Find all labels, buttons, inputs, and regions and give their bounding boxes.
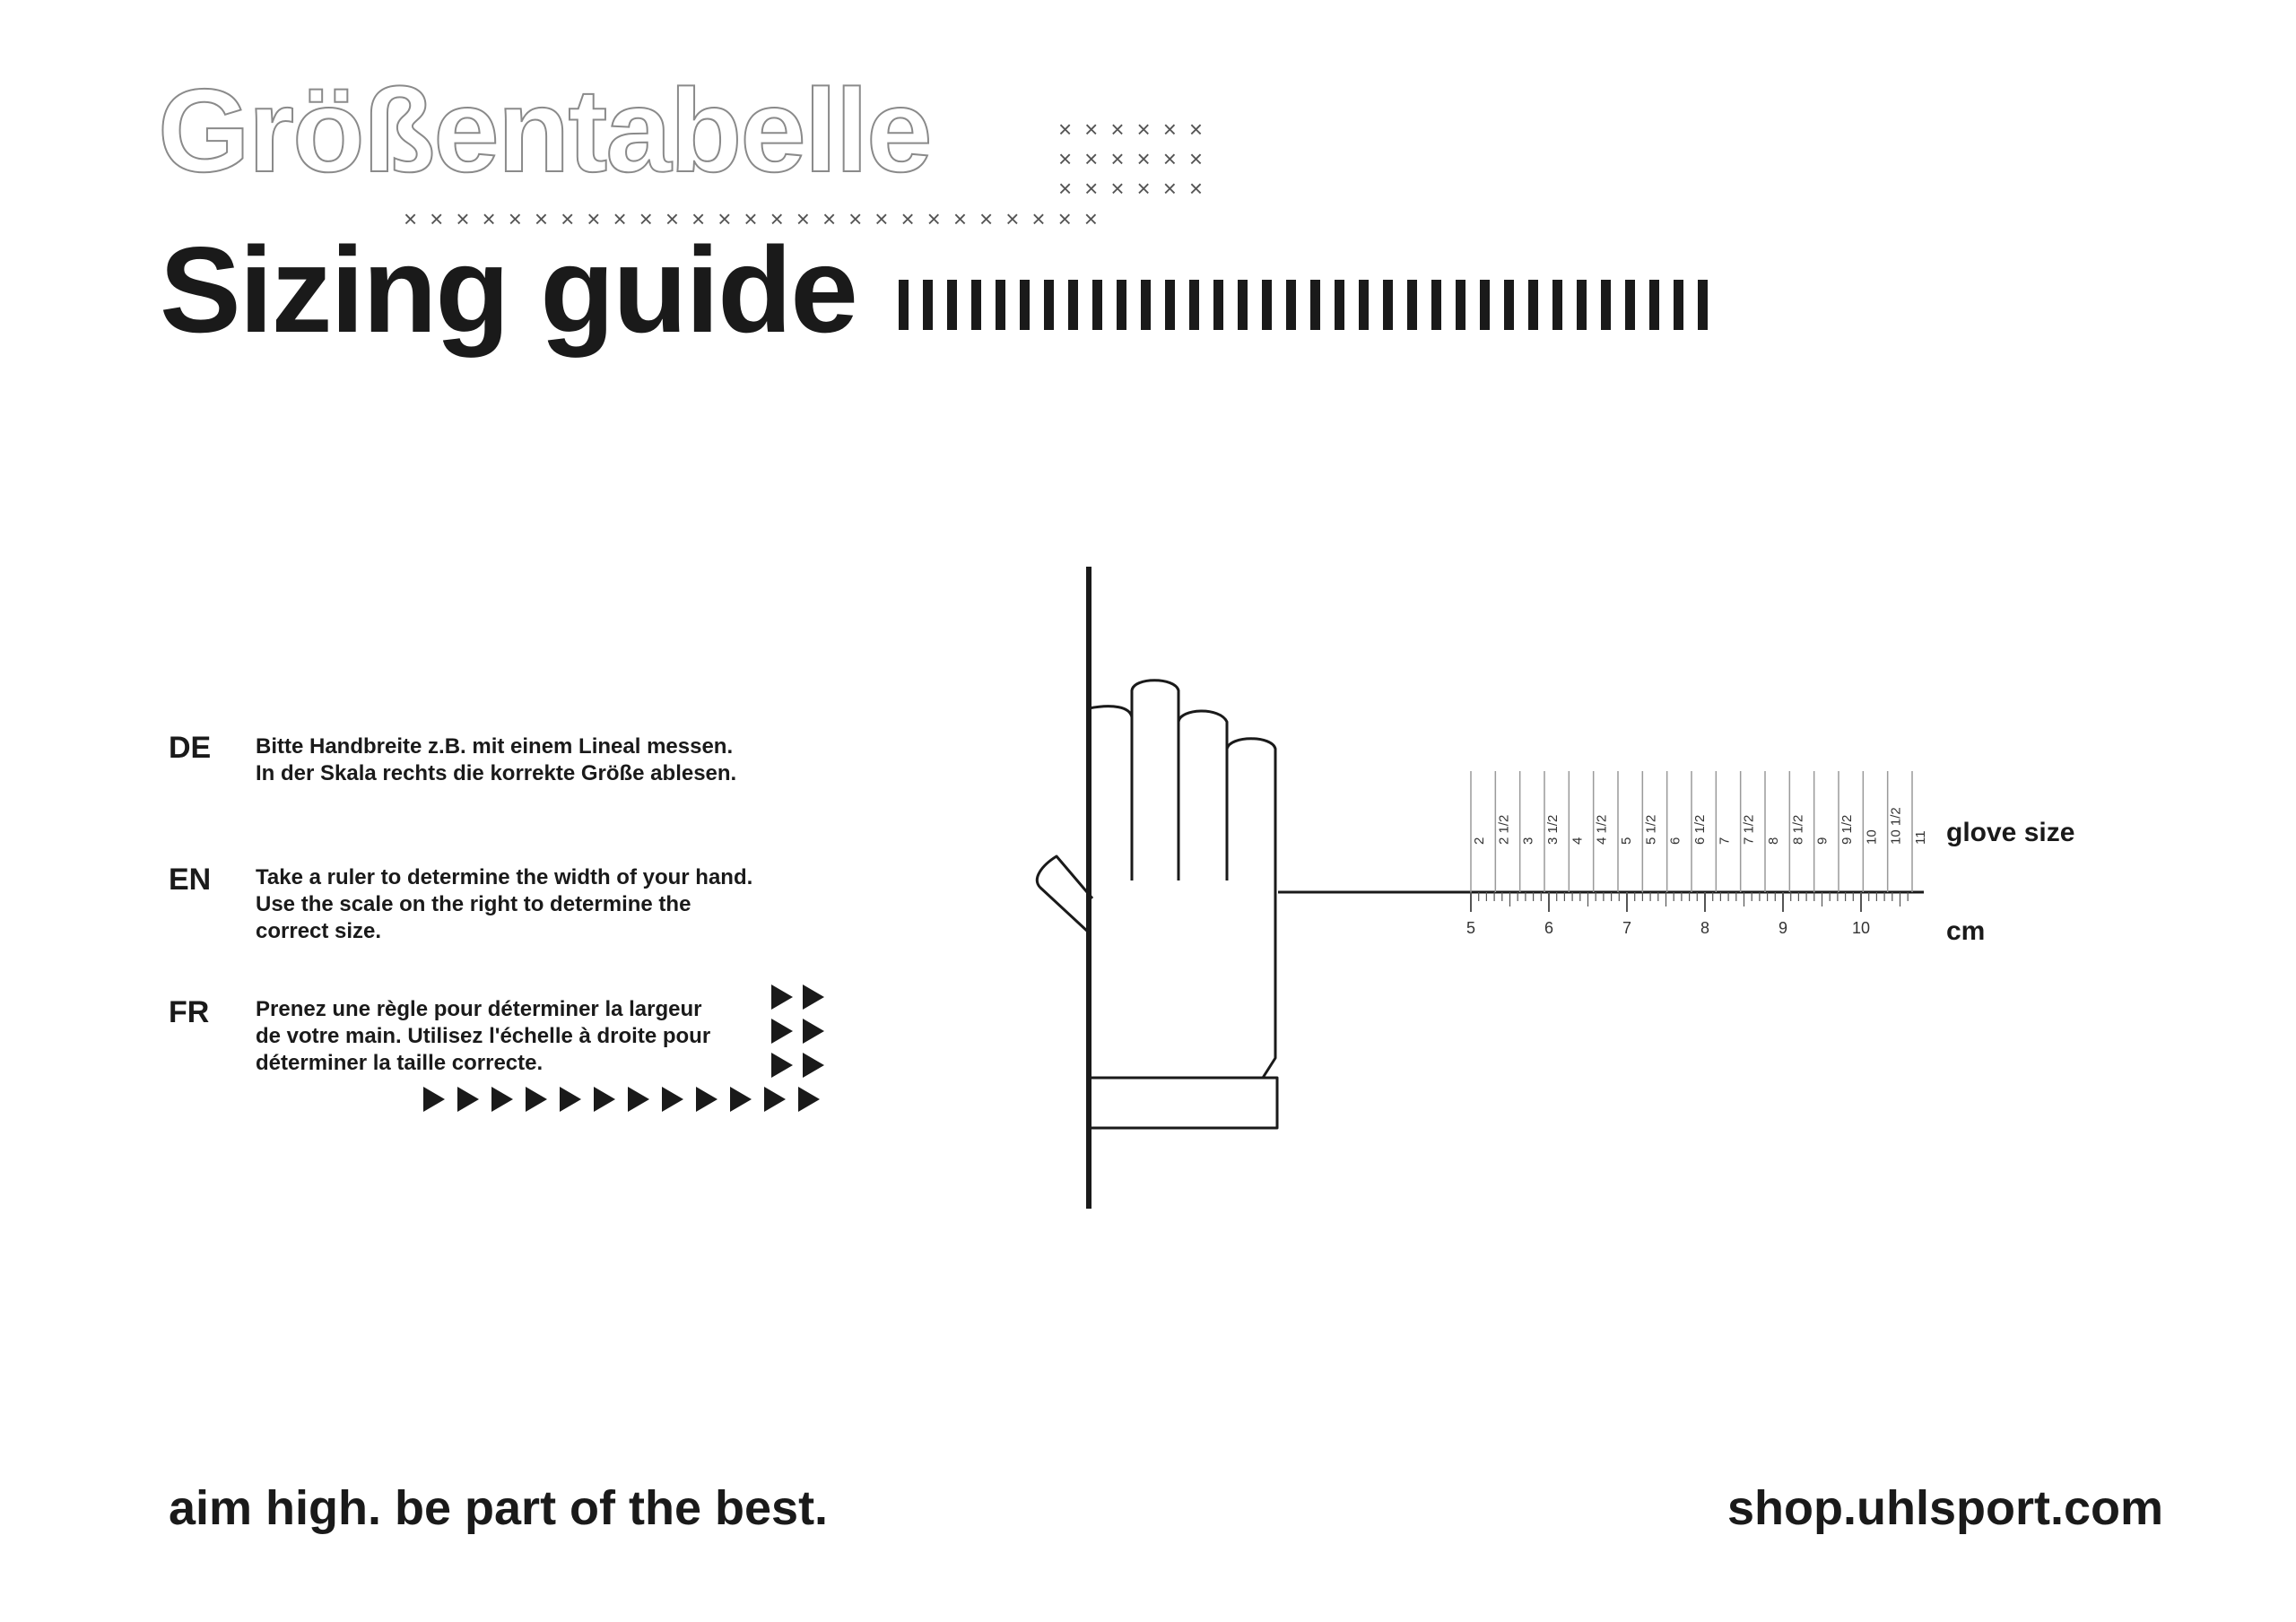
arrow-icon [730, 1087, 752, 1112]
barcode-bar [1625, 280, 1635, 330]
barcode-bar [1528, 280, 1538, 330]
arrow-icon [423, 1087, 445, 1112]
barcode-bar [971, 280, 981, 330]
instruction-en: Take a ruler to determine the width of your hand. Use the scale on the right to determine the correct size. [256, 865, 753, 943]
arrow-icon [764, 1087, 786, 1112]
glove-size-tick-label: 3 [1520, 837, 1536, 845]
arrow-icon [771, 1053, 793, 1078]
glove-size-tick-label: 4 1/2 [1594, 814, 1610, 845]
lang-code-en: EN [169, 863, 212, 897]
barcode-bar [1674, 280, 1683, 330]
glove-size-tick-label: 5 [1619, 837, 1634, 845]
barcode-bar [1068, 280, 1078, 330]
arrow-icon [457, 1087, 479, 1112]
shop-link[interactable]: shop.uhlsport.com [1727, 1481, 2163, 1535]
arrow-icon [798, 1087, 820, 1112]
cm-label: cm [1946, 916, 1986, 946]
barcode-bar [1044, 280, 1054, 330]
barcode-bar [1141, 280, 1151, 330]
cm-tick-label: 8 [1700, 919, 1710, 937]
arrow-icon [803, 1019, 824, 1044]
glove-size-label: glove size [1946, 818, 2075, 847]
arrow-icon [628, 1087, 649, 1112]
barcode-bar [899, 280, 909, 330]
title-german: Größentabelle [158, 65, 931, 196]
glove-size-tick-label: 3 1/2 [1545, 814, 1561, 845]
glove-size-tick-label: 8 1/2 [1790, 814, 1806, 845]
barcode-bar [1310, 280, 1320, 330]
glove-size-tick-label: 8 [1766, 837, 1781, 845]
barcode-bar [1601, 280, 1611, 330]
glove-size-tick-label: 6 1/2 [1692, 814, 1708, 845]
arrow-icon [526, 1087, 547, 1112]
glove-size-tick-label: 9 [1814, 837, 1831, 845]
glove-size-ticks [1471, 771, 1928, 892]
barcode-bar [1238, 280, 1248, 330]
arrow-icon [771, 1019, 793, 1044]
glove-size-tick-label: 5 1/2 [1643, 814, 1659, 845]
lang-code-fr: FR [169, 995, 210, 1029]
glove-size-tick-label: 10 [1864, 829, 1880, 845]
barcode-bar [1213, 280, 1223, 330]
barcode-bar [1504, 280, 1514, 330]
barcode-bar [1698, 280, 1708, 330]
barcode-bar [1020, 280, 1030, 330]
arrow-icon [491, 1087, 513, 1112]
glove-size-tick-label: 7 1/2 [1741, 814, 1757, 845]
barcode-bar [923, 280, 933, 330]
barcode-bar [996, 280, 1005, 330]
glove-size-tick-label: 11 [1913, 830, 1928, 845]
x-pattern-row: ××××××××××××××××××××××××××× [404, 205, 1110, 232]
glove-size-tick-label: 7 [1717, 837, 1733, 845]
glove-size-tick-label: 10 1/2 [1888, 807, 1904, 845]
cm-tick-label: 5 [1465, 919, 1476, 937]
barcode-bar [947, 280, 957, 330]
barcode-bar [1165, 280, 1175, 330]
barcode-bar [1649, 280, 1659, 330]
size-scale [1453, 771, 1937, 950]
barcode-bar [1407, 280, 1417, 330]
cm-ticks [1466, 892, 1908, 937]
instruction-de: Bitte Handbreite z.B. mit einem Lineal messen. In der Skala rechts die korrekte Größe ablesen. [256, 734, 737, 785]
barcode-bar [1577, 280, 1587, 330]
barcode-bar [1431, 280, 1441, 330]
cm-tick-label: 9 [1778, 919, 1788, 937]
instruction-fr: Prenez une règle pour déterminer la largeur de votre main. Utilisez l'échelle à droite pour déterminer la taille correcte. [256, 997, 711, 1075]
barcode-bar [1262, 280, 1272, 330]
lang-code-de: DE [169, 731, 212, 765]
barcode-bar [1383, 280, 1393, 330]
arrow-icon [594, 1087, 615, 1112]
title-english: Sizing guide [160, 221, 857, 358]
barcode-decoration [897, 280, 1722, 332]
barcode-bar [1359, 280, 1369, 330]
barcode-bar [1117, 280, 1126, 330]
barcode-bar [1286, 280, 1296, 330]
glove-size-tick-label: 9 1/2 [1839, 814, 1855, 845]
barcode-bar [1480, 280, 1490, 330]
arrow-icon [803, 1053, 824, 1078]
x-pattern-block: ×××××× ×××××× ×××××× [1058, 116, 1216, 202]
cuff-outline [1089, 1078, 1277, 1128]
arrow-icon [662, 1087, 683, 1112]
arrow-icon [803, 984, 824, 1010]
hand-outline [1037, 681, 1275, 1078]
glove-size-tick-label: 4 [1570, 837, 1586, 845]
cm-tick-label: 6 [1544, 919, 1554, 937]
arrow-icon [771, 984, 793, 1010]
arrow-pattern [413, 984, 843, 1128]
cm-tick-label: 7 [1622, 919, 1632, 937]
arrow-icon [560, 1087, 581, 1112]
barcode-bar [1335, 280, 1344, 330]
cm-tick-label: 10 [1851, 919, 1871, 937]
glove-size-tick-label: 2 [1472, 837, 1487, 845]
barcode-bar [1092, 280, 1102, 330]
slogan: aim high. be part of the best. [169, 1481, 829, 1535]
glove-size-tick-label: 6 [1667, 837, 1683, 845]
glove-size-tick-label: 2 1/2 [1496, 814, 1512, 845]
barcode-bar [1456, 280, 1465, 330]
arrow-icon [696, 1087, 718, 1112]
barcode-bar [1552, 280, 1562, 330]
barcode-bar [1189, 280, 1199, 330]
